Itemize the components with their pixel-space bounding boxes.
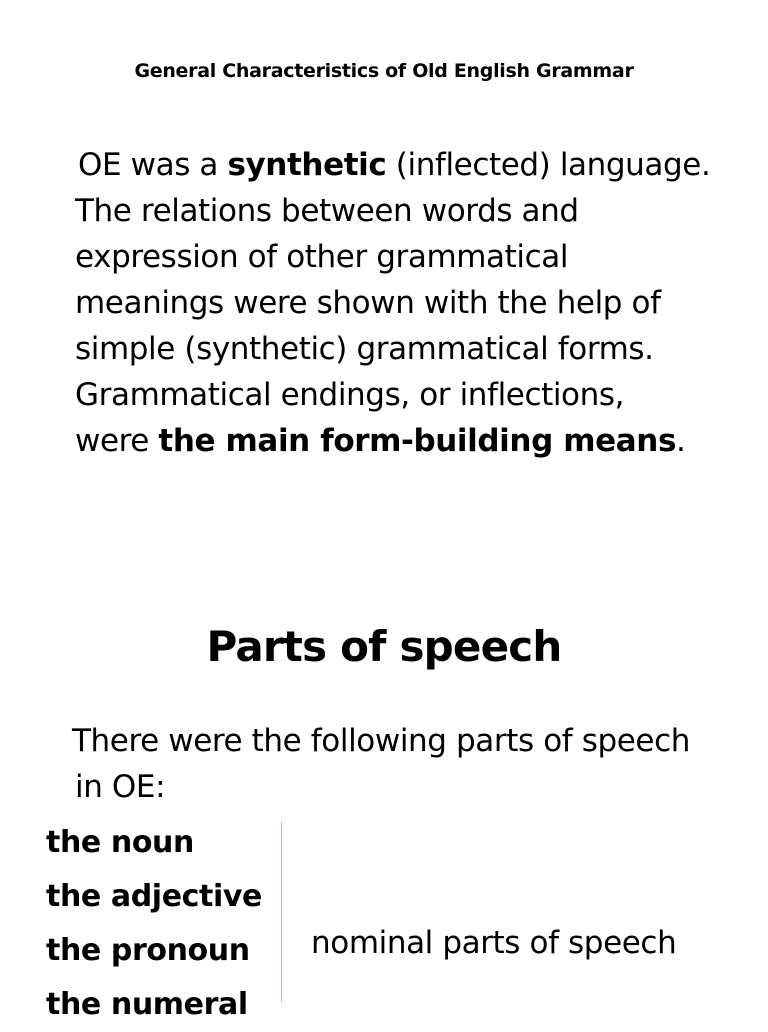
intro-line-2: in OE: <box>75 769 166 805</box>
grammar-paragraph <box>75 142 735 464</box>
list-item-adjective: the adjective <box>46 879 262 914</box>
paragraph-line-1 <box>75 142 735 188</box>
paragraph-line-7 <box>75 418 735 464</box>
bold-term-synthetic: synthetic <box>227 147 387 183</box>
group-label: nominal parts of speech <box>311 925 677 961</box>
paragraph-text: OE was a <box>78 147 228 183</box>
paragraph-line-6: Grammatical endings, or inflections, <box>75 377 625 413</box>
bold-term-main-means: the main form-building means <box>158 423 677 459</box>
parts-of-speech-list <box>46 816 262 1032</box>
paragraph-line-3: expression of other grammatical <box>75 239 569 275</box>
paragraph-text: . <box>676 423 686 459</box>
section-intro <box>72 718 752 810</box>
bracket-divider <box>281 822 282 1002</box>
paragraph-line-2: The relations between words and <box>75 193 579 229</box>
document-title: General Characteristics of Old English Grammar <box>134 60 634 82</box>
paragraph-line-5: simple (synthetic) grammatical forms. <box>75 331 654 367</box>
paragraph-text: (inflected) language. <box>386 147 711 183</box>
intro-line-1: There were the following parts of speech <box>72 723 690 759</box>
list-item-noun: the noun <box>46 825 194 860</box>
list-item-pronoun: the pronoun <box>46 933 250 968</box>
paragraph-line-4: meanings were shown with the help of <box>75 285 661 321</box>
list-item-numeral: the numeral <box>46 987 248 1022</box>
section-heading: Parts of speech <box>206 622 562 671</box>
paragraph-text: were <box>75 423 159 459</box>
